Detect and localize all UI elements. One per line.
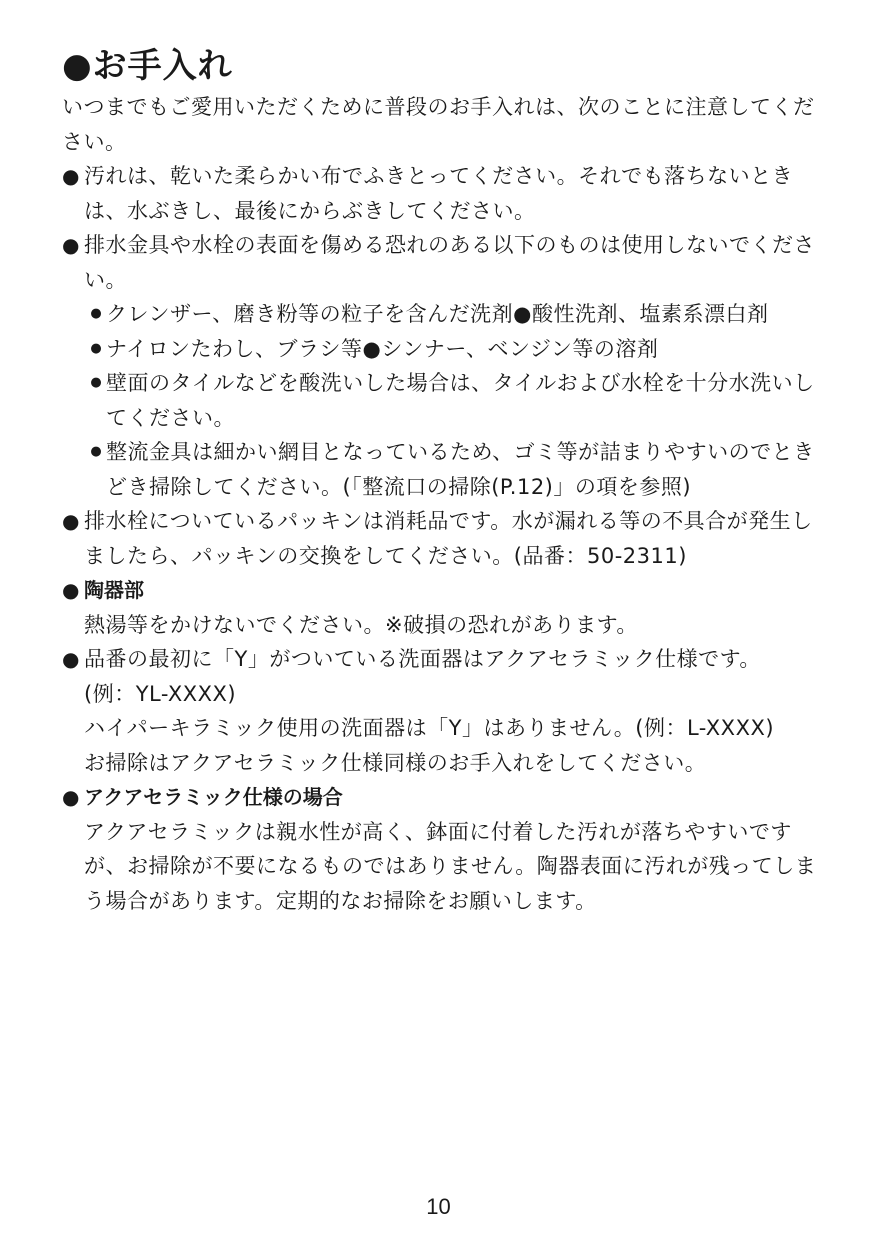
bullet-cleaning-text: 汚れは、乾いた柔らかい布でふきとってください。それでも落ちないときは、水ぶきし、最後にからぶきしてください。 bbox=[84, 164, 794, 223]
sub-bullet-icon: ● bbox=[90, 306, 102, 321]
intro-text: いつまでもご愛用いただくために普段のお手入れは、次のことに注意してください。 bbox=[62, 95, 815, 154]
list-item-text: 整流金具は細かい網目となっているため、ゴミ等が詰まりやすいのでときどき掃除してください。(「整流口の掃除(P.12)」の項を参照) bbox=[106, 440, 815, 499]
aqua-model-block bbox=[84, 642, 822, 780]
aqua-text: アクアセラミックは親水性が高く、鉢面に付着した汚れが落ちやすいですが、お掃除が不要になるものではありません。陶器表面に汚れが残ってしまう場合があります。定期的なお掃除をお願いします。 bbox=[84, 819, 817, 913]
aqua-model-line1: 品番の最初に「Y」がついている洗面器はアクアセラミック仕様です。 bbox=[84, 647, 761, 671]
list-item-text: クレンザー、磨き粉等の粒子を含んだ洗剤●酸性洗剤、塩素系漂白剤 bbox=[106, 302, 769, 326]
sub-bullet-icon: ● bbox=[90, 444, 102, 459]
page-title: ●お手入れ bbox=[62, 46, 233, 86]
bullet-prohibited-text: 排水金具や水栓の表面を傷める恐れのある以下のものは使用しないでください。 bbox=[84, 233, 815, 292]
bullet-icon: ● bbox=[62, 785, 80, 809]
aqua-model-line4: お掃除はアクアセラミック仕様同様のお手入れをしてください。 bbox=[84, 750, 707, 775]
list-item bbox=[62, 435, 822, 504]
bullet-prohibited bbox=[62, 228, 822, 297]
bullet-packing-text: 排水栓についているパッキンは消耗品です。水が漏れる等の不具合が発生しましたら、パッキンの交換をしてください。(品番：50-2311) bbox=[84, 509, 813, 568]
list-item bbox=[62, 297, 822, 332]
bullet-icon: ● bbox=[62, 578, 80, 602]
list-item bbox=[62, 332, 822, 367]
page-content bbox=[62, 44, 822, 918]
bullet-icon: ● bbox=[62, 164, 80, 188]
section-heading-ceramic-label: 陶器部 bbox=[84, 578, 144, 602]
bullet-icon: ● bbox=[62, 509, 80, 533]
bullet-aqua-ceramic-model bbox=[62, 642, 822, 780]
list-item bbox=[62, 366, 822, 435]
bullet-packing bbox=[62, 504, 822, 573]
section-heading-aqua-label: アクアセラミック仕様の場合 bbox=[84, 785, 343, 809]
list-item-text: ナイロンたわし、ブラシ等●シンナー、ベンジン等の溶剤 bbox=[106, 336, 659, 361]
page-number: 10 bbox=[426, 1194, 451, 1219]
sub-bullet-icon: ● bbox=[90, 340, 102, 356]
ceramic-text: 熱湯等をかけないでください。※破損の恐れがあります。 bbox=[84, 612, 638, 637]
section-heading-aqua bbox=[62, 780, 822, 815]
section-heading-ceramic bbox=[62, 573, 822, 608]
sub-bullet-icon: ● bbox=[90, 375, 102, 390]
bullet-icon: ● bbox=[62, 233, 80, 257]
aqua-model-line3: ハイパーキラミック使用の洗面器は「Y」はありません。(例：L-XXXX) bbox=[84, 716, 775, 740]
bullet-icon: ● bbox=[62, 647, 80, 671]
bullet-cleaning bbox=[62, 159, 822, 228]
list-item-text: 壁面のタイルなどを酸洗いした場合は、タイルおよび水栓を十分水洗いしてください。 bbox=[106, 371, 815, 430]
aqua-model-line2: (例：YL-XXXX) bbox=[84, 681, 237, 706]
